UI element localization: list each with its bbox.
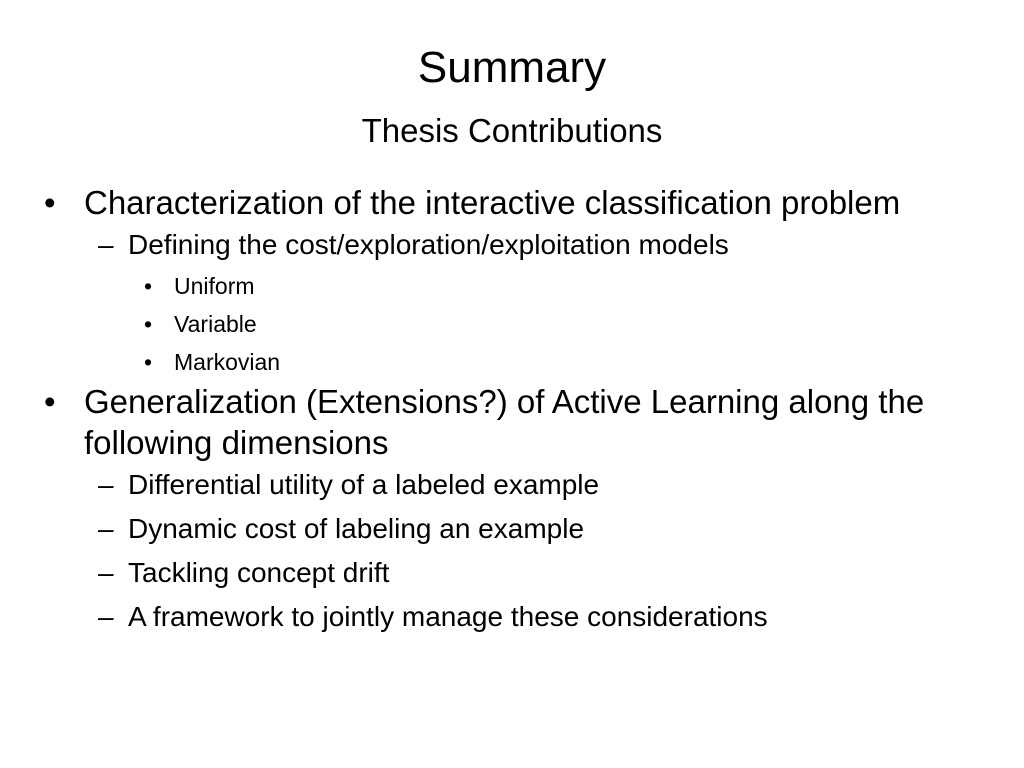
bullet-marker: • <box>144 349 153 375</box>
sub-bullet-text: A framework to jointly manage these considerations <box>128 601 768 632</box>
dash-marker: – <box>98 229 114 260</box>
bullet-marker: • <box>44 184 56 221</box>
dash-marker: – <box>98 513 114 544</box>
slide-title: Summary <box>417 43 607 92</box>
sub-bullet-text: Tackling concept drift <box>128 557 390 588</box>
dash-marker: – <box>98 601 114 632</box>
sub-bullet-item <box>84 463 980 507</box>
bullet-marker: • <box>44 383 56 420</box>
slide-subtitle: Thesis Contributions <box>361 112 663 149</box>
sub-bullet-text: Defining the cost/exploration/exploitation models <box>128 229 729 260</box>
sub-sub-bullet-text: Markovian <box>174 349 281 375</box>
sub-sub-bullet-item <box>144 305 980 343</box>
sub-bullet-item <box>84 551 980 595</box>
dash-marker: – <box>98 469 114 500</box>
sub-sub-bullet-text: Uniform <box>174 273 255 299</box>
sub-bullet-text: Dynamic cost of labeling an example <box>128 513 585 544</box>
bullet-item <box>40 381 980 463</box>
bullet-marker: • <box>144 311 153 337</box>
sub-bullet-item <box>84 223 980 267</box>
sub-bullet-item <box>84 595 980 639</box>
sub-sub-bullet-item <box>144 343 980 381</box>
bullet-item <box>40 182 980 223</box>
bullet-text: Generalization (Extensions?) of Active Learning along the following dimensions <box>84 383 925 461</box>
sub-sub-bullet-item <box>144 267 980 305</box>
bullet-text: Characterization of the interactive classification problem <box>84 184 901 221</box>
sub-bullet-text: Differential utility of a labeled example <box>128 469 600 500</box>
sub-sub-bullet-text: Variable <box>174 311 257 337</box>
sub-bullet-item <box>84 507 980 551</box>
bullet-marker: • <box>144 273 153 299</box>
bullet-list <box>40 182 980 639</box>
dash-marker: – <box>98 557 114 588</box>
